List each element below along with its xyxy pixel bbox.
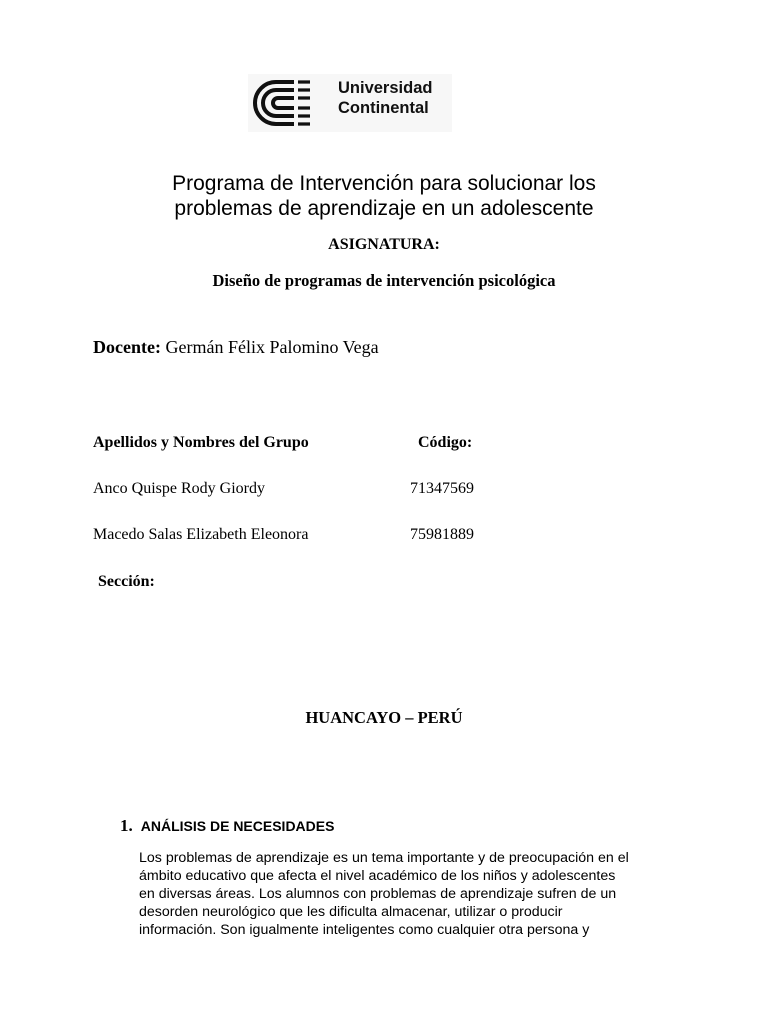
section-1-paragraph — [139, 849, 687, 939]
section-1-title: ANÁLISIS DE NECESIDADES — [140, 818, 335, 834]
group-header-name: Apellidos y Nombres del Grupo — [93, 434, 309, 451]
subject-label: ASIGNATURA: — [328, 236, 440, 253]
paragraph-line: ámbito educativo que afecta el nivel académico de los niños y adolescentes — [139, 868, 616, 884]
document-title-line-1: Programa de Intervención para solucionar los — [172, 172, 596, 195]
document-title-line-2: problemas de aprendizaje en un adolescente — [174, 197, 594, 220]
paragraph-line: información. Son igualmente inteligentes como cualquier otra persona y — [139, 922, 590, 938]
member-code: 75981889 — [410, 526, 474, 543]
teacher-label: Docente: — [93, 337, 161, 357]
member-code: 71347569 — [410, 480, 474, 497]
teacher-line — [93, 337, 379, 358]
section-label: Sección: — [98, 573, 155, 590]
location: HUANCAYO – PERÚ — [305, 708, 463, 727]
section-1-heading — [120, 816, 334, 836]
paragraph-line: en diversas áreas. Los alumnos con problemas de aprendizaje sufren de un — [139, 886, 617, 902]
logo-wordmark — [338, 78, 432, 118]
section-1-number: 1. — [120, 816, 133, 835]
subject-name: Diseño de programas de intervención psicológica — [212, 271, 556, 290]
member-name: Anco Quispe Rody Giordy — [93, 480, 265, 497]
paragraph-line: Los problemas de aprendizaje es un tema importante y de preocupación en el — [139, 850, 629, 866]
logo-line-1: Universidad — [338, 79, 433, 97]
member-name: Macedo Salas Elizabeth Eleonora — [93, 526, 309, 543]
group-header-code: Código: — [418, 434, 473, 451]
teacher-name: Germán Félix Palomino Vega — [165, 337, 379, 357]
paragraph-line: desorden neurológico que les dificulta almacenar, utilizar o producir — [139, 904, 563, 920]
logo-line-2: Continental — [338, 99, 429, 117]
